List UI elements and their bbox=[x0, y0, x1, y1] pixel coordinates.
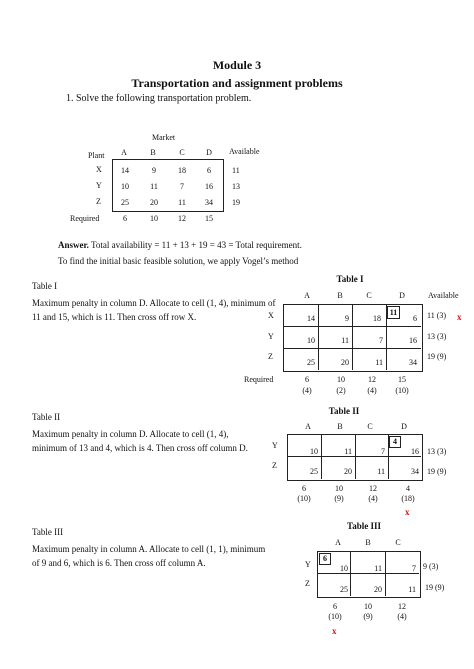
table1-explanation: Maximum penalty in column D. Allocate to cell (1, 4), minimum of 11 and 15, which is 11. Then cross off row X. bbox=[32, 298, 276, 322]
table1-title: Table I bbox=[336, 274, 364, 284]
penalty-value: (4) bbox=[302, 386, 312, 395]
col-header: B bbox=[337, 422, 343, 431]
required-value: 12 bbox=[178, 214, 186, 223]
cost-cell: 34 bbox=[411, 467, 419, 476]
col-header: D bbox=[401, 422, 407, 431]
allocation-box: 6 bbox=[319, 553, 331, 565]
table2-side-title: Table II bbox=[32, 412, 61, 422]
required-value: 12 bbox=[369, 484, 377, 493]
available-value: 19 bbox=[232, 198, 240, 207]
cost-cell: 10 bbox=[307, 336, 315, 345]
cost-cell: 16 bbox=[205, 182, 213, 191]
row-label: Z bbox=[305, 579, 310, 588]
available-label: Available bbox=[428, 291, 459, 300]
row-label: Y bbox=[272, 441, 278, 450]
available-value: 19 (9) bbox=[425, 583, 445, 592]
cost-cell: 11 bbox=[375, 358, 383, 367]
table1-side-title: Table I bbox=[32, 281, 58, 291]
cost-cell: 20 bbox=[374, 585, 382, 594]
table3-explanation: Maximum penalty in column A. Allocate to cell (1, 1), minimum of 9 and 6, which is 6. Then cross off column A. bbox=[32, 544, 266, 568]
cost-cell: 7 bbox=[180, 182, 184, 191]
available-value: 13 bbox=[232, 182, 240, 191]
table2-explanation: Maximum penalty in column D. Allocate to cell (1, 4), minimum of 13 and 4, which is 4. Then cross off column D. bbox=[32, 429, 248, 453]
col-header: B bbox=[150, 148, 156, 157]
cost-cell: 10 bbox=[310, 447, 318, 456]
col-header: D bbox=[206, 148, 212, 157]
available-value: 11 bbox=[232, 166, 240, 175]
row-label: Z bbox=[96, 197, 101, 206]
table2-title: Table II bbox=[328, 406, 360, 416]
available-value: 11 (3) bbox=[427, 311, 447, 320]
penalty-value: (4) bbox=[367, 386, 377, 395]
required-value: 10 bbox=[150, 214, 158, 223]
table3-title: Table III bbox=[347, 521, 381, 531]
cost-cell: 25 bbox=[310, 467, 318, 476]
available-value: 9 (3) bbox=[423, 562, 439, 571]
col-header: C bbox=[366, 291, 372, 300]
available-value: 19 (9) bbox=[427, 352, 447, 361]
module-title: Module 3 bbox=[212, 58, 262, 72]
col-header: B bbox=[365, 538, 371, 547]
available-value: 19 (9) bbox=[427, 467, 447, 476]
allocation-box: 11 bbox=[387, 306, 400, 319]
cost-cell: 11 bbox=[408, 585, 416, 594]
penalty-value: (10) bbox=[395, 386, 409, 395]
available-value: 13 (3) bbox=[427, 332, 447, 341]
col-header: C bbox=[179, 148, 185, 157]
cross-off-mark: x bbox=[332, 626, 337, 636]
grid-line bbox=[283, 326, 421, 327]
cost-cell: 25 bbox=[121, 198, 129, 207]
available-value: 13 (3) bbox=[427, 447, 447, 456]
required-value: 15 bbox=[398, 375, 406, 384]
penalty-value: (18) bbox=[401, 494, 415, 503]
cost-cell: 11 bbox=[341, 336, 349, 345]
cost-cell: 14 bbox=[121, 166, 129, 175]
allocation-box: 4 bbox=[389, 436, 401, 448]
penalty-value: (9) bbox=[363, 612, 373, 621]
grid-line bbox=[317, 573, 419, 574]
table3-side-title: Table III bbox=[32, 527, 64, 537]
required-value: 6 bbox=[123, 214, 127, 223]
row-label: Y bbox=[305, 560, 311, 569]
cost-cell: 10 bbox=[121, 182, 129, 191]
grid-line bbox=[283, 348, 421, 349]
required-value: 6 bbox=[333, 602, 337, 611]
required-value: 10 bbox=[337, 375, 345, 384]
penalty-value: (4) bbox=[368, 494, 378, 503]
cost-cell: 6 bbox=[207, 166, 211, 175]
cost-cell: 9 bbox=[345, 314, 349, 323]
cost-cell: 10 bbox=[340, 564, 348, 573]
row-label: X bbox=[268, 311, 274, 320]
cost-cell: 11 bbox=[178, 198, 186, 207]
penalty-value: (9) bbox=[334, 494, 344, 503]
col-header: A bbox=[305, 422, 311, 431]
row-label: Z bbox=[268, 352, 273, 361]
required-value: 10 bbox=[364, 602, 372, 611]
row-label: Y bbox=[96, 181, 102, 190]
required-label: Required bbox=[244, 375, 274, 384]
cost-cell: 20 bbox=[341, 358, 349, 367]
cross-off-mark: x bbox=[405, 507, 410, 517]
cost-cell: 20 bbox=[344, 467, 352, 476]
cost-cell: 16 bbox=[411, 447, 419, 456]
question-text: 1. Solve the following transportation problem. bbox=[66, 93, 252, 104]
required-value: 10 bbox=[335, 484, 343, 493]
penalty-value: (4) bbox=[397, 612, 407, 621]
penalty-value: (10) bbox=[297, 494, 311, 503]
row-label: Z bbox=[272, 461, 277, 470]
cost-cell: 20 bbox=[150, 198, 158, 207]
cost-cell: 7 bbox=[412, 564, 416, 573]
cost-cell: 11 bbox=[150, 182, 158, 191]
cost-cell: 34 bbox=[205, 198, 213, 207]
market-label: Market bbox=[152, 133, 176, 142]
required-value: 12 bbox=[398, 602, 406, 611]
required-label: Required bbox=[70, 214, 100, 223]
col-header: A bbox=[121, 148, 127, 157]
cost-cell: 11 bbox=[377, 467, 385, 476]
page-subtitle: Transportation and assignment problems bbox=[131, 76, 343, 90]
required-value: 6 bbox=[302, 484, 306, 493]
required-value: 12 bbox=[368, 375, 376, 384]
required-value: 4 bbox=[406, 484, 410, 493]
cost-cell: 6 bbox=[413, 314, 417, 323]
answer-label: Answer. bbox=[58, 240, 89, 250]
required-value: 6 bbox=[305, 375, 309, 384]
cost-cell: 7 bbox=[379, 336, 383, 345]
cross-off-mark: x bbox=[457, 312, 462, 322]
row-label: Y bbox=[268, 332, 274, 341]
required-value: 15 bbox=[205, 214, 213, 223]
penalty-value: (10) bbox=[328, 612, 342, 621]
cost-cell: 11 bbox=[344, 447, 352, 456]
cost-cell: 18 bbox=[373, 314, 381, 323]
penalty-value: (2) bbox=[336, 386, 346, 395]
col-header: A bbox=[335, 538, 341, 547]
answer-line-2: To find the initial basic feasible solution, we apply Vogel’s method bbox=[58, 256, 299, 266]
cost-cell: 9 bbox=[152, 166, 156, 175]
cost-cell: 18 bbox=[178, 166, 186, 175]
cost-cell: 25 bbox=[340, 585, 348, 594]
available-label: Available bbox=[229, 147, 260, 156]
col-header: B bbox=[337, 291, 343, 300]
plant-label: Plant bbox=[88, 151, 105, 160]
col-header: D bbox=[399, 291, 405, 300]
cost-cell: 25 bbox=[307, 358, 315, 367]
col-header: A bbox=[304, 291, 310, 300]
cost-cell: 16 bbox=[409, 336, 417, 345]
cost-cell: 14 bbox=[307, 314, 315, 323]
grid-line bbox=[287, 456, 421, 457]
row-label: X bbox=[96, 165, 102, 174]
col-header: C bbox=[395, 538, 401, 547]
col-header: C bbox=[367, 422, 373, 431]
answer-line-1 bbox=[58, 240, 302, 250]
answer-text: Total availability = 11 + 13 + 19 = 43 = Total requirement. bbox=[88, 240, 302, 250]
cost-cell: 7 bbox=[381, 447, 385, 456]
cost-cell: 11 bbox=[374, 564, 382, 573]
cost-cell: 34 bbox=[409, 358, 417, 367]
